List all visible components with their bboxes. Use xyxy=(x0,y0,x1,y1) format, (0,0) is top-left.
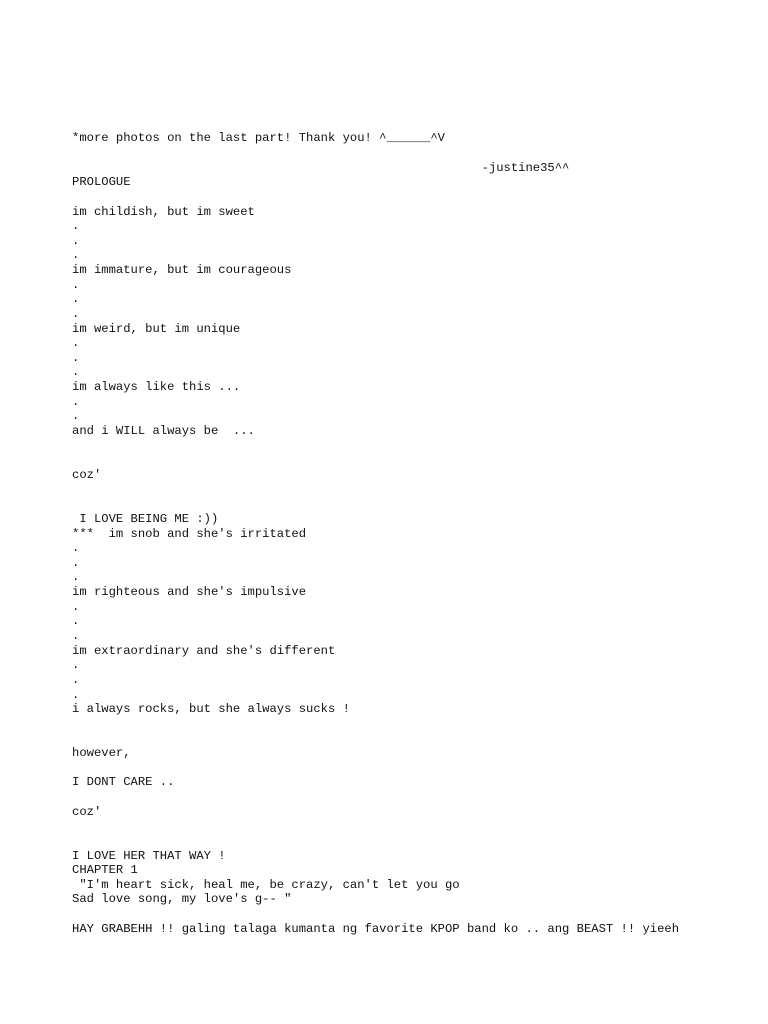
section-heading-prologue: PROLOGUE xyxy=(72,175,131,189)
text-line: im extraordinary and she's different xyxy=(72,644,336,658)
text-line: . xyxy=(72,556,80,570)
text-line: HAY GRABEHH !! galing talaga kumanta ng favorite KPOP band ko .. ang BEAST !! yieeh xyxy=(72,922,680,936)
text-line: . xyxy=(72,570,80,584)
text-line: coz' xyxy=(72,468,102,482)
text-line: im always like this ... xyxy=(72,380,241,394)
text-line: however, xyxy=(72,746,131,760)
text-line: . xyxy=(72,307,80,321)
text-line: coz' xyxy=(72,805,102,819)
text-line: I LOVE HER THAT WAY ! xyxy=(72,849,226,863)
text-line: . xyxy=(72,234,80,248)
text-line: im righteous and she's impulsive xyxy=(72,585,307,599)
text-line: i always rocks, but she always sucks ! xyxy=(72,702,350,716)
text-line: . xyxy=(72,688,80,702)
text-line: . xyxy=(72,395,80,409)
text-line: im weird, but im unique xyxy=(72,322,241,336)
text-line: . xyxy=(72,351,80,365)
text-line: im immature, but im courageous xyxy=(72,263,292,277)
text-line: . xyxy=(72,673,80,687)
text-line: I LOVE BEING ME :)) xyxy=(72,512,219,526)
text-line: "I'm heart sick, heal me, be crazy, can't let you go xyxy=(72,878,460,892)
text-line: . xyxy=(72,600,80,614)
text-line: im childish, but im sweet xyxy=(72,205,255,219)
text-line: . xyxy=(72,292,80,306)
text-line: *** im snob and she's irritated xyxy=(72,527,307,541)
text-line: . xyxy=(72,614,80,628)
text-line: and i WILL always be ... xyxy=(72,424,255,438)
text-line: . xyxy=(72,658,80,672)
section-heading-chapter: CHAPTER 1 xyxy=(72,863,138,877)
text-line: . xyxy=(72,541,80,555)
author-signature: -justine35^^ xyxy=(72,161,570,175)
text-line: I DONT CARE .. xyxy=(72,775,175,789)
text-line: . xyxy=(72,365,80,379)
text-line: Sad love song, my love's g-- " xyxy=(72,892,292,906)
text-line: *more photos on the last part! Thank you! ^______^V xyxy=(72,131,445,145)
text-line: . xyxy=(72,248,80,262)
text-line: . xyxy=(72,336,80,350)
text-line: . xyxy=(72,629,80,643)
text-line: . xyxy=(72,278,80,292)
text-line: . xyxy=(72,219,80,233)
text-line: . xyxy=(72,409,80,423)
